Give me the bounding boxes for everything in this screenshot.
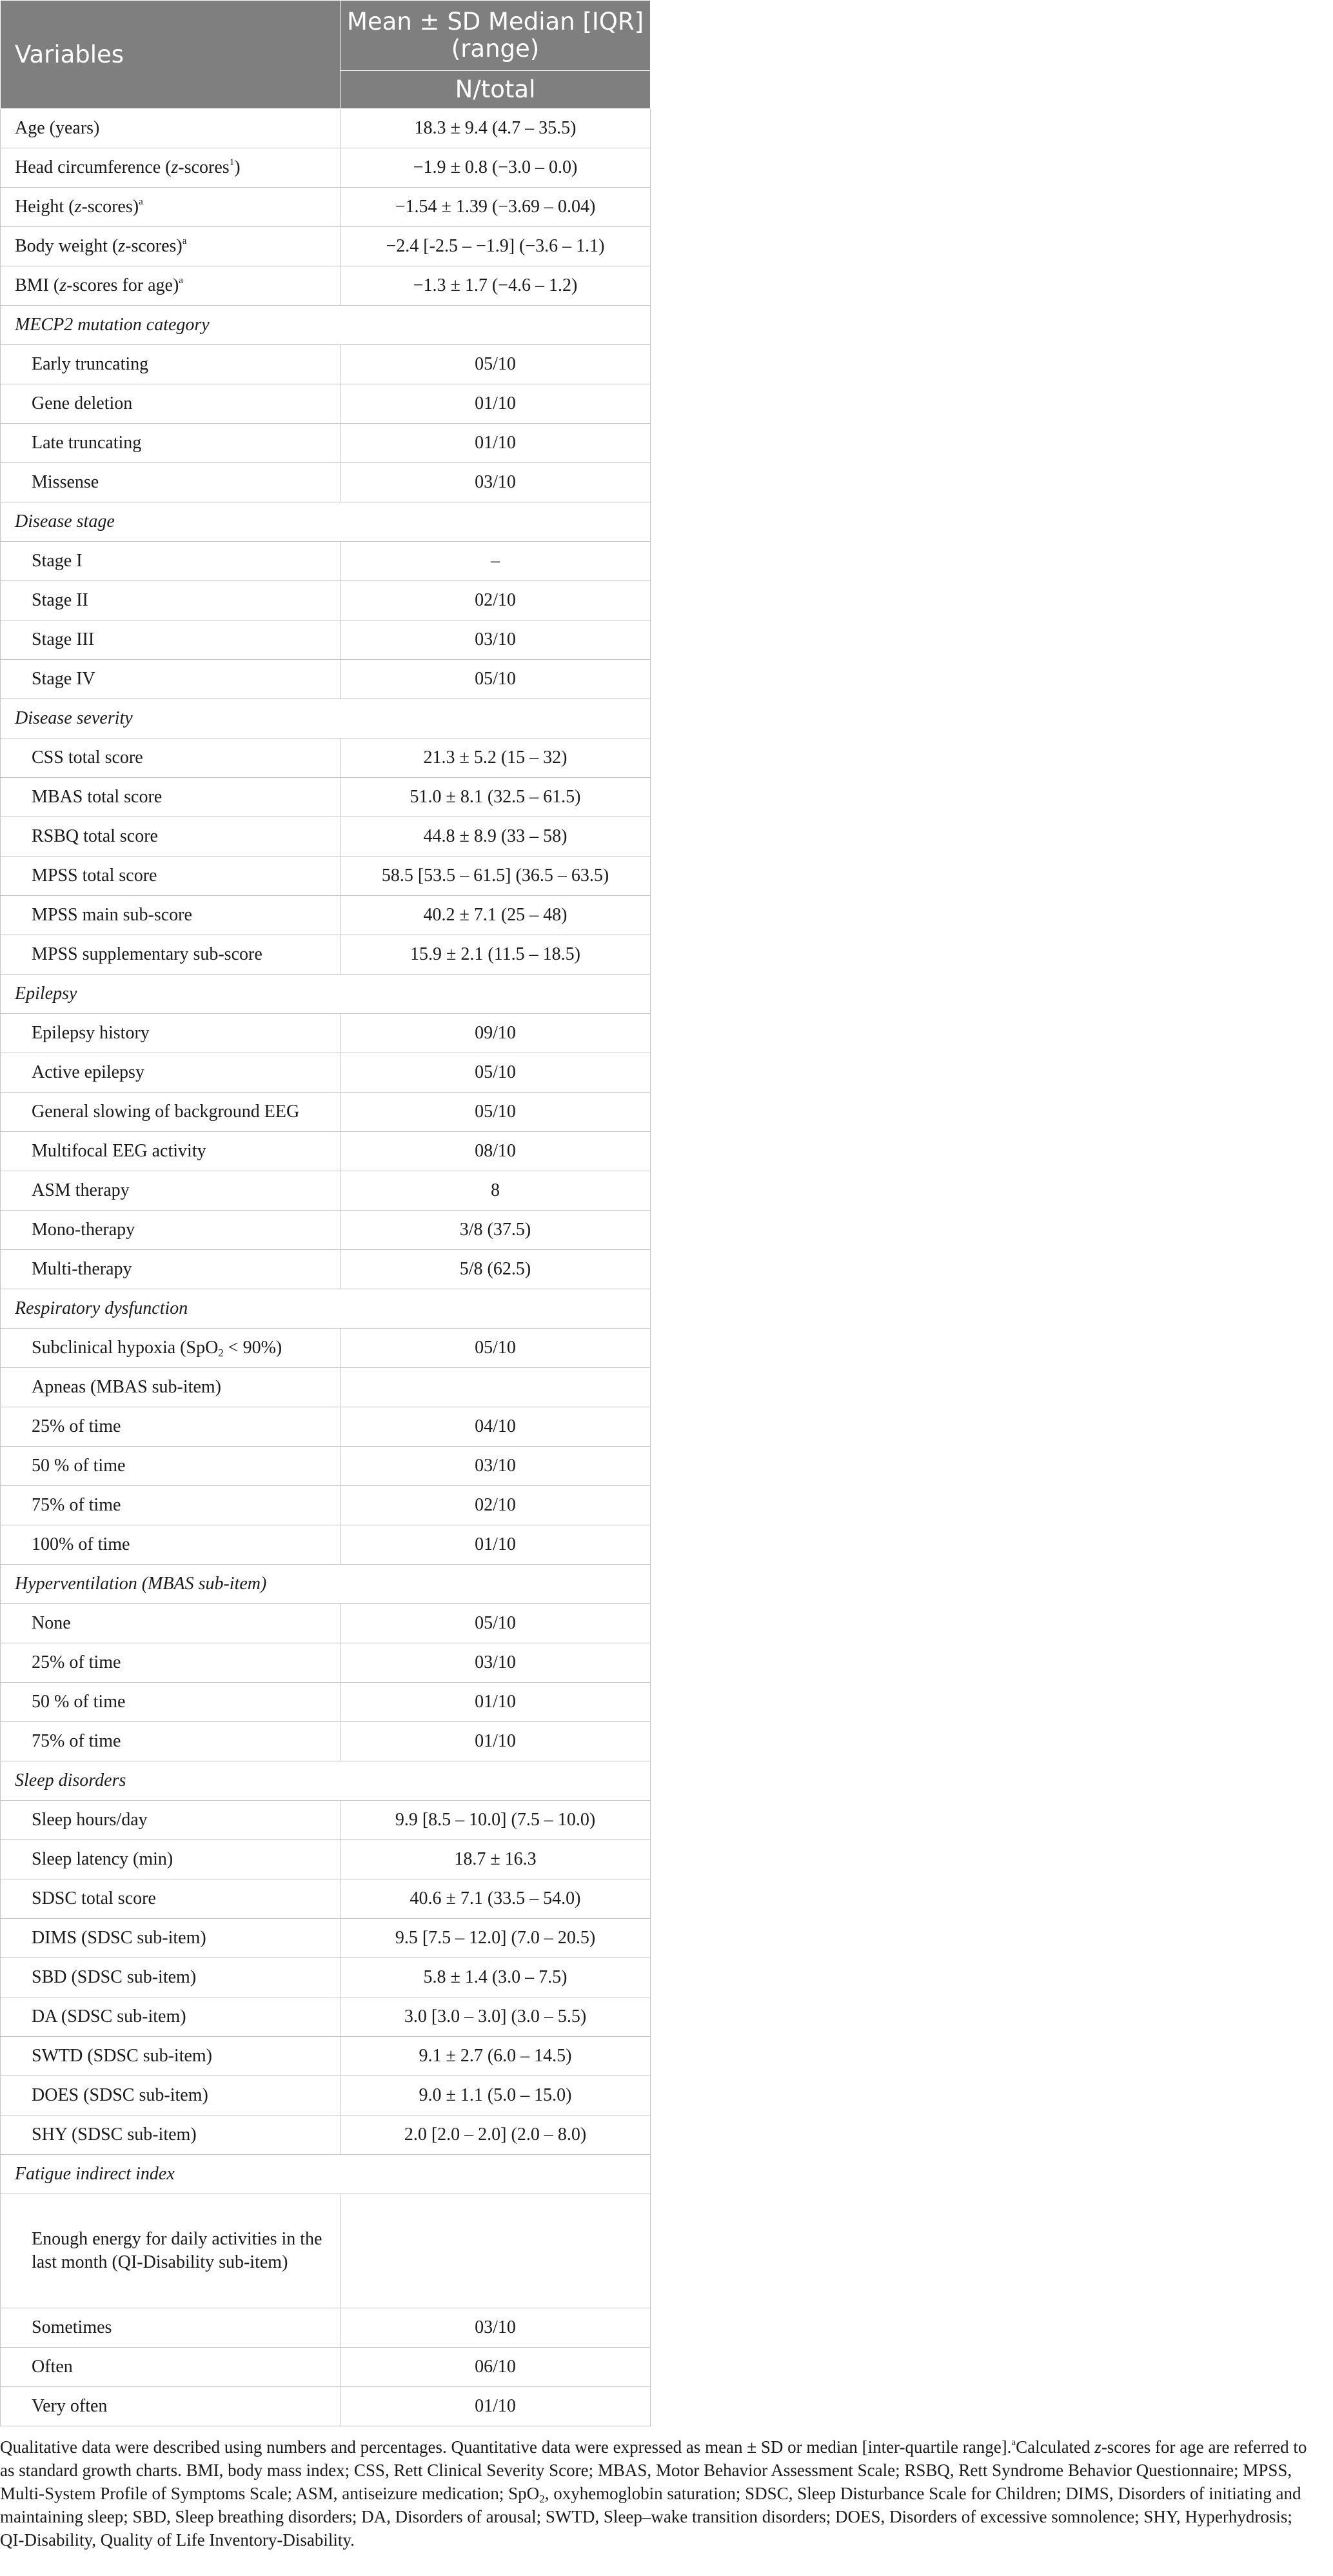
table-row xyxy=(1,2387,651,2426)
table-row xyxy=(1,1407,651,1447)
row-value: 03/10 xyxy=(341,1447,651,1486)
table-row xyxy=(1,1093,651,1132)
label-text: < 90%) xyxy=(223,1338,282,1358)
label-text: ) xyxy=(234,157,241,177)
row-label: RSBQ total score xyxy=(1,817,341,857)
row-value: 05/10 xyxy=(341,1604,651,1643)
row-label: Mono-therapy xyxy=(1,1211,341,1250)
row-value: 5/8 (62.5) xyxy=(341,1250,651,1289)
row-label: DOES (SDSC sub-item) xyxy=(1,2076,341,2115)
row-value: 02/10 xyxy=(341,1486,651,1525)
section-disease-stage: Disease stage xyxy=(1,502,651,542)
row-label: Stage I xyxy=(1,542,341,581)
row-value: −1.3 ± 1.7 (−4.6 – 1.2) xyxy=(341,266,651,306)
table-row xyxy=(1,463,651,502)
row-label xyxy=(1,266,341,306)
label-text: -scores for age) xyxy=(66,275,179,295)
table-row xyxy=(1,896,651,935)
row-value xyxy=(341,2194,651,2308)
table-row xyxy=(1,1368,651,1407)
footnote-marker: a xyxy=(1011,2437,1016,2448)
row-label: SWTD (SDSC sub-item) xyxy=(1,2037,341,2076)
row-value: 01/10 xyxy=(341,1525,651,1565)
row-label: Sleep latency (min) xyxy=(1,1840,341,1879)
section-row xyxy=(1,975,651,1014)
footnote-marker: a xyxy=(182,236,187,246)
table-row xyxy=(1,2308,651,2348)
section-row xyxy=(1,502,651,542)
row-value: 01/10 xyxy=(341,384,651,424)
row-value: 40.2 ± 7.1 (25 – 48) xyxy=(341,896,651,935)
row-label: 75% of time xyxy=(1,1486,341,1525)
table-row xyxy=(1,266,651,306)
row-value: 04/10 xyxy=(341,1407,651,1447)
row-label: DIMS (SDSC sub-item) xyxy=(1,1919,341,1958)
section-sleep-disorders: Sleep disorders xyxy=(1,1761,651,1801)
header-statistics: Mean ± SD Median [IQR] (range) xyxy=(341,1,651,71)
table-row xyxy=(1,817,651,857)
row-value: 03/10 xyxy=(341,620,651,660)
row-value: 3/8 (37.5) xyxy=(341,1211,651,1250)
section-hyperventilation: Hyperventilation (MBAS sub-item) xyxy=(1,1565,651,1604)
row-label: Early truncating xyxy=(1,345,341,384)
label-z: z xyxy=(171,157,179,177)
table-row xyxy=(1,620,651,660)
row-value: 2.0 [2.0 – 2.0] (2.0 – 8.0) xyxy=(341,2115,651,2155)
row-value: 3.0 [3.0 – 3.0] (3.0 – 5.5) xyxy=(341,1997,651,2037)
row-label xyxy=(1,1329,341,1368)
row-value: 09/10 xyxy=(341,1014,651,1053)
row-label: SBD (SDSC sub-item) xyxy=(1,1958,341,1997)
row-value: 05/10 xyxy=(341,1329,651,1368)
table-row xyxy=(1,148,651,188)
label-text: Subclinical hypoxia (SpO xyxy=(32,1338,219,1358)
table-row xyxy=(1,1486,651,1525)
label-text: Head circumference ( xyxy=(15,157,172,177)
row-label xyxy=(1,148,341,188)
label-text: Body weight ( xyxy=(15,236,119,256)
row-value: 03/10 xyxy=(341,463,651,502)
row-label: 50 % of time xyxy=(1,1683,341,1722)
row-label: 75% of time xyxy=(1,1722,341,1761)
row-value: 05/10 xyxy=(341,1093,651,1132)
row-label: Multifocal EEG activity xyxy=(1,1132,341,1171)
table-row xyxy=(1,1801,651,1840)
row-label: Sometimes xyxy=(1,2308,341,2348)
row-value: 18.3 ± 9.4 (4.7 – 35.5) xyxy=(341,109,651,148)
table-row xyxy=(1,2115,651,2155)
row-value: 51.0 ± 8.1 (32.5 – 61.5) xyxy=(341,778,651,817)
table-row xyxy=(1,738,651,778)
table-row xyxy=(1,188,651,227)
row-value: 9.1 ± 2.7 (6.0 – 14.5) xyxy=(341,2037,651,2076)
row-label: 25% of time xyxy=(1,1407,341,1447)
row-label: Age (years) xyxy=(1,109,341,148)
footnote-text: , oxyhemoglobin saturation; SDSC, Sleep Disturbance Scale for Children; DIMS, Disorders of initiating and maintaining sleep; SBD, Sleep breathing disorders; DA, Disorders of arousal; SWTD, Sleep–wake transition disorders; DOES, Disorders of excessive somnolence; SHY, Hyperhydrosis; QI-Disability, Quality of Life Inventory-Disability. xyxy=(0,2484,1301,2550)
row-value: −1.9 ± 0.8 (−3.0 – 0.0) xyxy=(341,148,651,188)
table-row xyxy=(1,1997,651,2037)
row-value: 08/10 xyxy=(341,1132,651,1171)
row-label: General slowing of background EEG xyxy=(1,1093,341,1132)
footnote-text: Qualitative data were described using numbers and percentages. Quantitative data were expressed as mean ± SD or median [inter-quartile range]. xyxy=(0,2437,1012,2457)
section-row xyxy=(1,1565,651,1604)
row-label: None xyxy=(1,1604,341,1643)
row-value: 03/10 xyxy=(341,2308,651,2348)
label-z: z xyxy=(74,197,82,217)
section-disease-severity: Disease severity xyxy=(1,699,651,738)
row-label: SDSC total score xyxy=(1,1879,341,1919)
section-fatigue-indirect-index: Fatigue indirect index xyxy=(1,2155,651,2194)
row-value: 06/10 xyxy=(341,2348,651,2387)
table-footnote xyxy=(0,2435,1316,2551)
row-label: MPSS supplementary sub-score xyxy=(1,935,341,975)
section-row xyxy=(1,1289,651,1329)
table-row xyxy=(1,384,651,424)
section-epilepsy: Epilepsy xyxy=(1,975,651,1014)
row-value: 03/10 xyxy=(341,1643,651,1683)
table-row xyxy=(1,1014,651,1053)
table-row xyxy=(1,2037,651,2076)
row-value: 21.3 ± 5.2 (15 – 32) xyxy=(341,738,651,778)
section-row xyxy=(1,2155,651,2194)
footnote-marker: a xyxy=(139,197,143,207)
row-label: CSS total score xyxy=(1,738,341,778)
row-value: −1.54 ± 1.39 (−3.69 – 0.04) xyxy=(341,188,651,227)
table-row xyxy=(1,1447,651,1486)
table-row xyxy=(1,1643,651,1683)
row-label: Stage II xyxy=(1,581,341,620)
table-row xyxy=(1,1211,651,1250)
table-row xyxy=(1,778,651,817)
table-row xyxy=(1,1840,651,1879)
label-text: BMI ( xyxy=(15,275,60,295)
row-label: MPSS total score xyxy=(1,857,341,896)
label-text: -scores) xyxy=(125,236,183,256)
label-z: z xyxy=(118,236,126,256)
footnote-z: z xyxy=(1094,2437,1101,2457)
row-value: 9.5 [7.5 – 12.0] (7.0 – 20.5) xyxy=(341,1919,651,1958)
row-label: Active epilepsy xyxy=(1,1053,341,1093)
table-row xyxy=(1,1132,651,1171)
footnote-text: Calculated xyxy=(1016,2437,1095,2457)
row-label: Stage III xyxy=(1,620,341,660)
row-value: 9.9 [8.5 – 10.0] (7.5 – 10.0) xyxy=(341,1801,651,1840)
row-value: – xyxy=(341,542,651,581)
row-value: 5.8 ± 1.4 (3.0 – 7.5) xyxy=(341,1958,651,1997)
table-row xyxy=(1,935,651,975)
table-row xyxy=(1,2076,651,2115)
row-label: Apneas (MBAS sub-item) xyxy=(1,1368,341,1407)
row-value: 01/10 xyxy=(341,2387,651,2426)
row-label: DA (SDSC sub-item) xyxy=(1,1997,341,2037)
table-row xyxy=(1,1919,651,1958)
section-row xyxy=(1,1761,651,1801)
row-label: Sleep hours/day xyxy=(1,1801,341,1840)
row-label: Late truncating xyxy=(1,424,341,463)
row-value xyxy=(341,1368,651,1407)
footnote-text: -scores for age are referred to as standard growth charts. BMI, body mass index; CSS, Rett Clinical Severity Score; MBAS, Motor Behavior Assessment Scale; RSBQ, Rett Syndrome Behavior Questionnaire; MPSS, Multi-System Profile of Symptoms Scale; ASM, antiseizure medication; SpO xyxy=(0,2437,1307,2503)
row-label: Stage IV xyxy=(1,660,341,699)
table-row xyxy=(1,1525,651,1565)
table-row xyxy=(1,1722,651,1761)
header-n-total: N/total xyxy=(341,71,651,109)
table-row xyxy=(1,1329,651,1368)
table-row xyxy=(1,1879,651,1919)
row-label: ASM therapy xyxy=(1,1171,341,1211)
table-row xyxy=(1,542,651,581)
table-row xyxy=(1,1053,651,1093)
table-row xyxy=(1,1604,651,1643)
row-label: Often xyxy=(1,2348,341,2387)
row-label: Gene deletion xyxy=(1,384,341,424)
subscript: 2 xyxy=(539,2493,545,2505)
label-text: Height ( xyxy=(15,197,75,217)
row-label: Missense xyxy=(1,463,341,502)
section-respiratory-dysfunction: Respiratory dysfunction xyxy=(1,1289,651,1329)
row-label xyxy=(1,227,341,266)
header-variables: Variables xyxy=(1,1,341,109)
row-value: 05/10 xyxy=(341,345,651,384)
clinical-characteristics-table xyxy=(0,0,651,2426)
table-row xyxy=(1,227,651,266)
section-mecp2-mutation-category: MECP2 mutation category xyxy=(1,306,651,345)
row-value: 8 xyxy=(341,1171,651,1211)
row-label: Enough energy for daily activities in the last month (QI-Disability sub-item) xyxy=(1,2194,341,2308)
row-value: 58.5 [53.5 – 61.5] (36.5 – 63.5) xyxy=(341,857,651,896)
table-row xyxy=(1,857,651,896)
table-row xyxy=(1,660,651,699)
table-body xyxy=(1,109,651,2426)
row-value: 02/10 xyxy=(341,581,651,620)
table-row xyxy=(1,424,651,463)
row-label: MPSS main sub-score xyxy=(1,896,341,935)
table-row xyxy=(1,1958,651,1997)
row-value: 15.9 ± 2.1 (11.5 – 18.5) xyxy=(341,935,651,975)
table-row xyxy=(1,109,651,148)
row-label: Very often xyxy=(1,2387,341,2426)
row-label: 25% of time xyxy=(1,1643,341,1683)
row-value: 01/10 xyxy=(341,1722,651,1761)
table-row xyxy=(1,1250,651,1289)
table-row xyxy=(1,1683,651,1722)
section-row xyxy=(1,699,651,738)
label-text: -scores) xyxy=(81,197,139,217)
footnote-marker: 1 xyxy=(229,157,235,168)
row-value: 05/10 xyxy=(341,660,651,699)
row-label: 100% of time xyxy=(1,1525,341,1565)
row-label: SHY (SDSC sub-item) xyxy=(1,2115,341,2155)
row-value: 01/10 xyxy=(341,1683,651,1722)
row-value: 40.6 ± 7.1 (33.5 – 54.0) xyxy=(341,1879,651,1919)
row-label xyxy=(1,188,341,227)
table-header xyxy=(1,1,651,109)
row-value: −2.4 [-2.5 – −1.9] (−3.6 – 1.1) xyxy=(341,227,651,266)
row-label: 50 % of time xyxy=(1,1447,341,1486)
footnote-marker: a xyxy=(179,275,183,286)
table-row xyxy=(1,1171,651,1211)
section-row xyxy=(1,306,651,345)
table-row xyxy=(1,2348,651,2387)
row-value: 18.7 ± 16.3 xyxy=(341,1840,651,1879)
table-row xyxy=(1,581,651,620)
table-row xyxy=(1,2194,651,2308)
label-text: -scores xyxy=(178,157,230,177)
label-z: z xyxy=(59,275,67,295)
row-value: 01/10 xyxy=(341,424,651,463)
row-value: 05/10 xyxy=(341,1053,651,1093)
subscript: 2 xyxy=(218,1347,224,1359)
row-value: 9.0 ± 1.1 (5.0 – 15.0) xyxy=(341,2076,651,2115)
table-row xyxy=(1,345,651,384)
row-label: Epilepsy history xyxy=(1,1014,341,1053)
row-label: Multi-therapy xyxy=(1,1250,341,1289)
row-value: 44.8 ± 8.9 (33 – 58) xyxy=(341,817,651,857)
row-label: MBAS total score xyxy=(1,778,341,817)
